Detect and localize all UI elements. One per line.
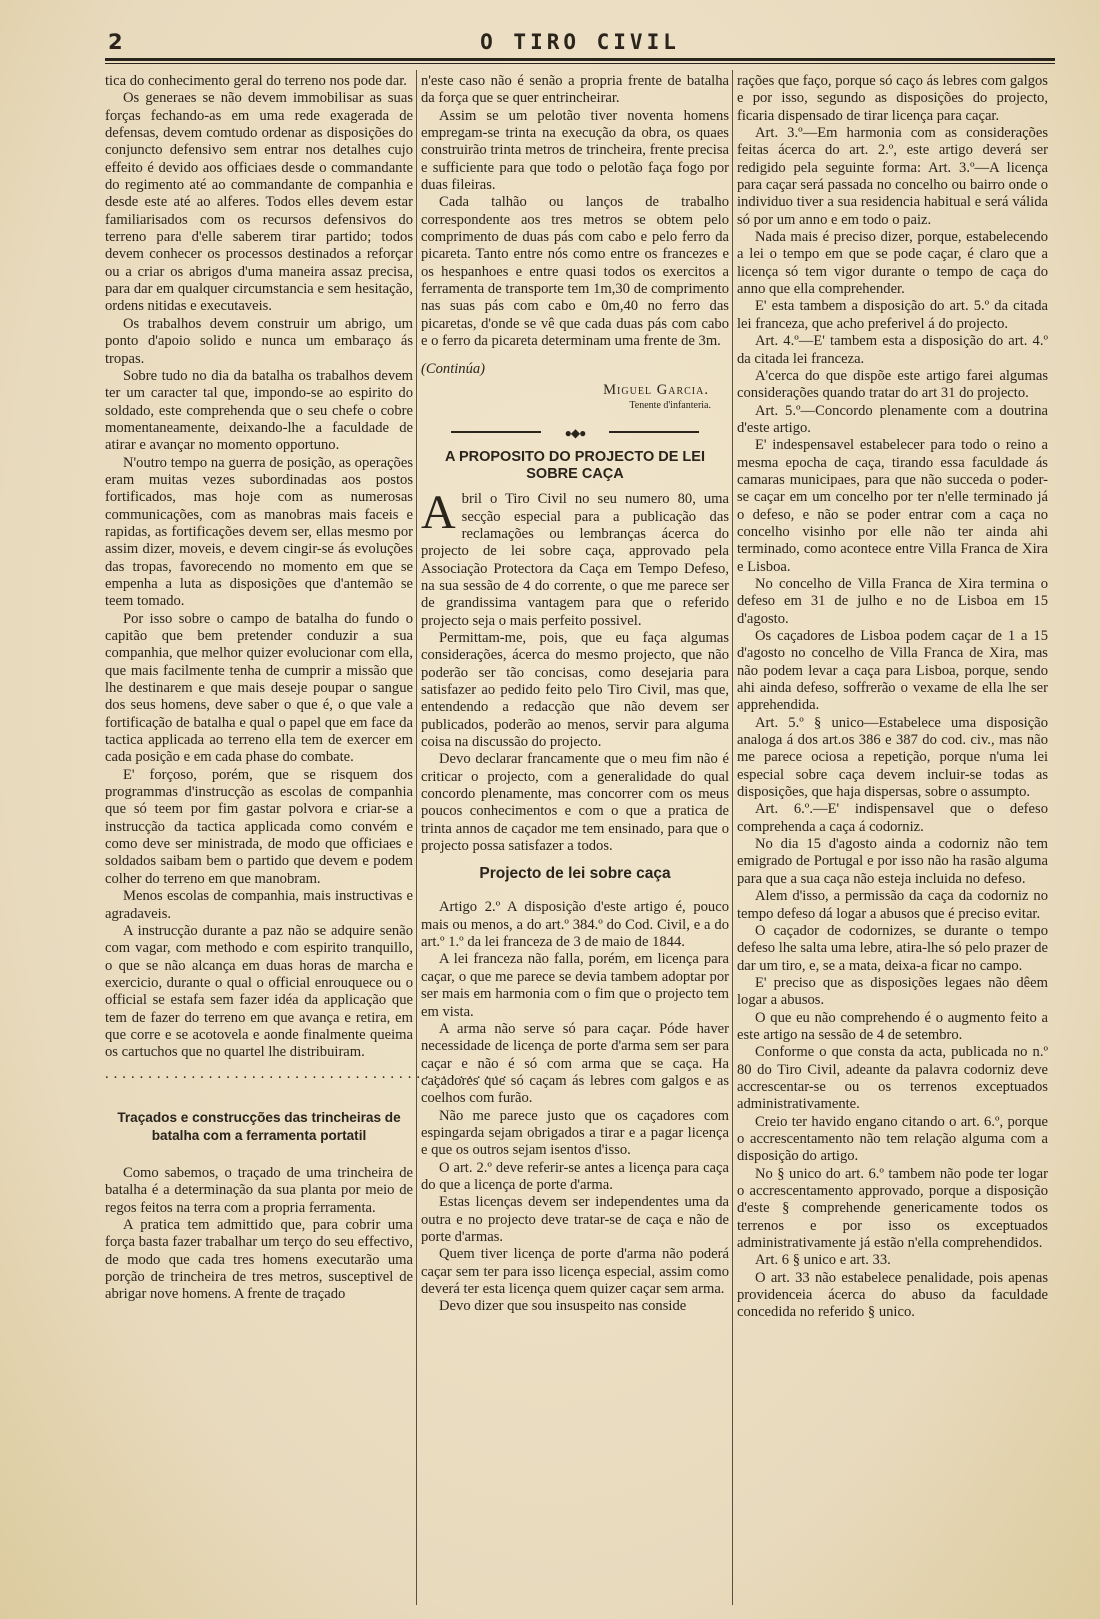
paragraph: Menos escolas de companhia, mais instructivas e agradaveis. (105, 888, 413, 922)
paragraph: E' indespensavel estabelecer para todo o reino a mesma epocha de caça, tirando essa faculdade ás camaras municipaes, para que não succeda o poder-se caçar em um concelho por ter n'elle terminado já o defeso, e não se poder entrar com a caça no concelho visinho por elle não ter ainda ahi terminado, como acontece entre Villa Franca de Xira e Lisboa. (737, 437, 1048, 575)
paragraph: N'outro tempo na guerra de posição, as operações eram muitas vezes subordinadas aos postos fortificados, mas hoje com as numerosas communicações, com as manobras mais faceis e rapidas, as fortificações devem ser, ellas mesmo por assim dizer, moveis, e devem cingir-se ás evoluções das tropas, favorecendo no momento em que se empenha a luta as disposições que d'antemão se teem tomado. (105, 454, 413, 610)
paragraph: Estas licenças devem ser independentes uma da outra e no projecto deve tratar-se de caça e não de porte d'armas. (421, 1194, 729, 1245)
paragraph: Não me parece justo que os caçadores com espingarda sejam obrigados a tirar e a pagar licença e que os outros sejam isentos d'isso. (421, 1107, 729, 1159)
paragraph: O caçador de codornizes, se durante o tempo defeso lhe salta uma lebre, atira-lhe só pelo prazer de dar um tiro, e, se a mata, deixa-a ficar no campo. (737, 922, 1048, 974)
paragraph: Art. 3.º—Em harmonia com as considerações feitas ácerca do art. 2.º, este artigo deverá ser redigido pela seguinte forma: Art. 3.º—A licença para caçar será passada no concelho ou bairro onde o individuo tiver a sua residencia habitual e será válida só por um anno e em todo o paiz. (737, 125, 1048, 228)
paragraph: No § unico do art. 6.º tambem não pode ter logar o accrescentamento approvado, porque a disposição d'este § comprehende genericamente todos os terrenos e por isso os exceptuados administrativamente já estão n'ella comprehendidos. (737, 1165, 1048, 1252)
header-rule-thin (105, 63, 1055, 64)
page-number: 2 (108, 30, 124, 54)
paragraph: Cada talhão ou lanços de trabalho correspondente aos tres metros se obtem pelo comprimento de duas pás com cabo e pelo ferro da picareta. Tanto entre nós como entre os francezes e os hespanhoes e entre quasi todos os exercitos a ferramenta de transporte tem 1m,30 de comprimento nas suas pás com cabo e 0m,40 no ferro das picaretas, d'onde se vê que cada duas pás com cabo e o ferro da picareta determinam uma frente de 3m. (421, 194, 729, 350)
column-2 (421, 73, 729, 1603)
section-subheading: Traçados e construcções das trincheiras de batalha com a ferramenta portatil (117, 1109, 401, 1143)
dotted-separator: ............................................... (105, 1065, 512, 1082)
paragraph: A arma não serve só para caçar. Póde haver necessidade de licença de porte d'arma sem ser para caçar e não é só com arma que se caça. Ha caçadores que só caçam ás lebres com galgos e as coelhos com furão. (421, 1020, 729, 1107)
paragraph: Devo dizer que sou insuspeito nas conside (439, 1298, 687, 1315)
paragraph: Conforme o que consta da acta, publicada no n.º 80 do Tiro Civil, adeante da palavra codorniz deve accrescentar-se ou os terrenos exceptuados administrativamente. (737, 1044, 1048, 1113)
paragraph: Os generaes se não devem immobilisar as suas forças fechando-as em uma rede exagerada de defensas, devem comtudo ordenar as disposições do conjuncto defensivo sem entrar nos detalhes cujo effeito é devido aos officiaes desde o commandante do regimento até ao commandante de companhia e desde este até ao alferes. Todos elles devem estar familiarisados com os recursos defensivos do terreno para d'elle saberem tirar partido; todos devem conhecer os processos destinados a reforçar ou a criar os abrigos d'uma maneira assaz precisa, para dar em qualquer circumstancia e sem hesitação, ordens nitidas e executaveis. (105, 90, 413, 315)
ornament-divider (421, 425, 729, 439)
paragraph: Devo declarar francamente que o meu fim não é criticar o projecto, com a generalidade do qual concordo plenamente, mas concorrer com os meus poucos conhecimentos e com o que a pratica de trinta annos de caçador me tem ensinado, para que o projecto possa satisfazer a todos. (421, 751, 729, 855)
paragraph: Os caçadores de Lisboa podem caçar de 1 a 15 d'agosto no concelho de Villa Franca de Xira, mas não podem levar a caça para Lisboa, porque, sendo ahi ainda defeso, soffrerão o vexame de ella lhe ser apprehendida. (737, 628, 1048, 714)
paragraph: E' esta tambem a disposição do art. 5.º da citada lei franceza, que acho preferivel á do projecto. (737, 298, 1048, 332)
masthead: O TIRO CIVIL (480, 30, 680, 54)
intro-text: bril o Tiro Civil no seu numero 80, uma secção especial para a publicação das reclamações ou lembranças ácerca do projecto de lei sobre caça, approvado pela Associação Protectora da Caça em Tempo Defeso, na sua sessão de 4 do corrente, o que me parece ser de grandissima vantagem para que o referido projecto seja o mais perfeito possivel. (421, 491, 729, 629)
ornament-icon: ●◆● (564, 425, 586, 440)
paragraph: Creio ter havido engano citando o art. 6.º, porque o accrescentamento não tem relação alguma com a disposição do artigo. (737, 1113, 1048, 1165)
paragraph: n'este caso não é senão a propria frente de batalha da força que se quer entrincheirar. (421, 73, 729, 107)
column-divider (732, 70, 733, 1605)
paragraph: Nada mais é preciso dizer, porque, estabelecendo a lei o tempo em que se pode caçar, é claro que a licença só tem vigor durante o tempo de caça do anno que ella comprehender. (737, 229, 1048, 298)
drop-cap: A (421, 486, 456, 540)
paragraph: Art. 6.º.—E' indispensavel que o defeso comprehenda a caça á codorniz. (737, 801, 1048, 835)
author-rank: Tenente d'infanteria. (629, 400, 711, 412)
paragraph: O art. 2.º deve referir-se antes a licença para caça do que a licença de porte d'arma. (421, 1159, 729, 1193)
paragraph: Quem tiver licença de porte d'arma não poderá caçar sem ter para isso licença especial, assim como deverá ter esta licença quem quizer caçar sem arma. (421, 1246, 729, 1297)
header-rule (105, 58, 1055, 61)
paragraph: Por isso sobre o campo de batalha do fundo o capitão que bem pretender conduzir a sua companhia, que melhor quizer evolucionar com ella, que mais facilmente tenha de cumprir a missão que lhe destinarem e que mais deseje poupar o sangue dos seus homens, deve saber o que é, o que vale a fortificação de batalha e qual o papel que em face da tactica applicada ao terreno ella tem de exercer em cada posição e em cada phase do combate. (105, 610, 413, 766)
paragraph: Art. 4.º—E' tambem esta a disposição do art. 4.º da citada lei franceza. (737, 333, 1048, 367)
paragraph: A pratica tem admittido que, para cobrir uma força basta fazer trabalhar um terço do seu effectivo, de modo que cada tres homens executarão uma porção de trincheira de tres metros, susceptivel de abrigar nove homens. A frente de traçado (105, 1216, 413, 1303)
paragraph: Art. 5.º—Concordo plenamente com a doutrina d'este artigo. (737, 402, 1048, 436)
paragraph: O que eu não comprehendo é o augmento feito a este artigo na sessão de 4 de setembro. (737, 1009, 1048, 1043)
author-signature: Miguel Garcia. (603, 381, 709, 398)
paragraph: Artigo 2.º A disposição d'este artigo é, pouco mais ou menos, a do art.º 384.º do Cod. Civil, e a do art.º 1.º da lei franceza de 3 de maio de 1844. (421, 899, 729, 951)
paragraph: A lei franceza não falla, porém, em licença para caçar, o que me parece se devia tambem adoptar por ser mais em harmonia com o fim que o projecto tem em vista. (421, 951, 729, 1020)
paragraph: A instrucção durante a paz não se adquire senão com vagar, com methodo e com espirito tranquillo, o que se não alcança em duas horas de marcha e exercicio, durante o qual o official enrouquece ou o official se estafa sem fazer idéa da applicação que tem de fazer do terreno em que avança e retira, em que corre e se acotovela e aonde finalmente queima os cartuchos que no quartel lhe distribuiram. (105, 922, 413, 1061)
paragraph: O art. 33 não estabelece penalidade, pois apenas providenceia ácerca do abuso da faculdade concedida no referido § unico. (737, 1269, 1048, 1321)
column-divider (416, 70, 417, 1605)
paragraph: A'cerca do que dispõe este artigo farei algumas considerações quando tratar do art 31 do projecto. (737, 367, 1048, 402)
column-3 (737, 73, 1048, 1603)
continued-note: (Continúa) (421, 360, 486, 377)
paragraph: No concelho de Villa Franca de Xira termina o defeso em 31 de julho e no de Lisboa em 15 d'agosto. (737, 575, 1048, 627)
paragraph: Permittam-me, pois, que eu faça algumas considerações, ácerca do mesmo projecto, que não poderão ser tão concisas, como desejaria para satisfazer ao pedido feito pelo Tiro Civil, mas que, entendendo a redacção que não devem ser publicados, poderão ao menos, servir para alguma coisa na discussão do projecto. (421, 629, 729, 751)
paragraph: Assim se um pelotão tiver noventa homens empregam-se trinta na execução da obra, os quaes construirão trinta metros de trincheira, frente precisa e sufficiente para que todo o pelotão faça fogo por duas fileiras. (421, 107, 729, 194)
paragraph: rações que faço, porque só caço ás lebres com galgos e por isso, segundo as disposições do projecto, ficaria dispensado de tirar licença para caçar. (737, 73, 1048, 124)
paragraph: Sobre tudo no dia da batalha os trabalhos devem ter um caracter tal que, impondo-se ao espirito do soldado, este comprehenda que o seu chefe o cobre momentaneamente, deixando-lhe a faculdade de atirar e avançar no momento opportuno. (105, 367, 413, 454)
paragraph: Art. 6 § unico e art. 33. (755, 1252, 891, 1269)
paragraph: Como sabemos, o traçado de uma trincheira de batalha é a determinação da sua planta por meio de regos feitos na terra com a propria ferramenta. (105, 1164, 413, 1216)
paragraph: Alem d'isso, a permissão da caça da codorniz no tempo defeso dá logar a abusos que é preciso evitar. (737, 888, 1048, 922)
section-title: Projecto de lei sobre caça (479, 865, 671, 883)
paragraph: Art. 5.º § unico—Estabelece uma disposição analoga á dos art.os 386 e 387 do cod. civ., mas não me parece ociosa a repetição, porque n'uma lei especial sobre caça devem incluir-se todas as disposições, que haja dispersas, sobre o assumpto. (737, 714, 1048, 801)
paragraph: E' forçoso, porém, que se risquem dos programmas d'instrucção as escolas de companhia que só teem por fim gastar polvora e criar-se a instrucção da tactica applicada como convém e como deve ser ministrada, de modo que officiaes e soldados saibam bem o partido que devem e podem colher do terreno em que manobram. (105, 766, 413, 887)
page-header (100, 30, 1060, 60)
paragraph: Os trabalhos devem construir um abrigo, um ponto d'apoio solido e nunca um embaraço ás tropas. (105, 315, 413, 367)
article-title: A PROPOSITO DO PROJECTO DE LEI SOBRE CAÇA (445, 448, 705, 482)
ornament-line (609, 431, 699, 433)
paragraph: No dia 15 d'agosto ainda a codorniz não tem emigrado de Portugal e por isso não ha rasão alguma para que a sua caça não esteja incluida no defeso. (737, 836, 1048, 887)
paragraph: E' preciso que as disposições legaes não dêem logar a abusos. (737, 974, 1048, 1009)
ornament-line (451, 431, 541, 433)
intro-paragraph (421, 486, 729, 630)
paragraph: tica do conhecimento geral do terreno nos pode dar. (105, 73, 407, 89)
